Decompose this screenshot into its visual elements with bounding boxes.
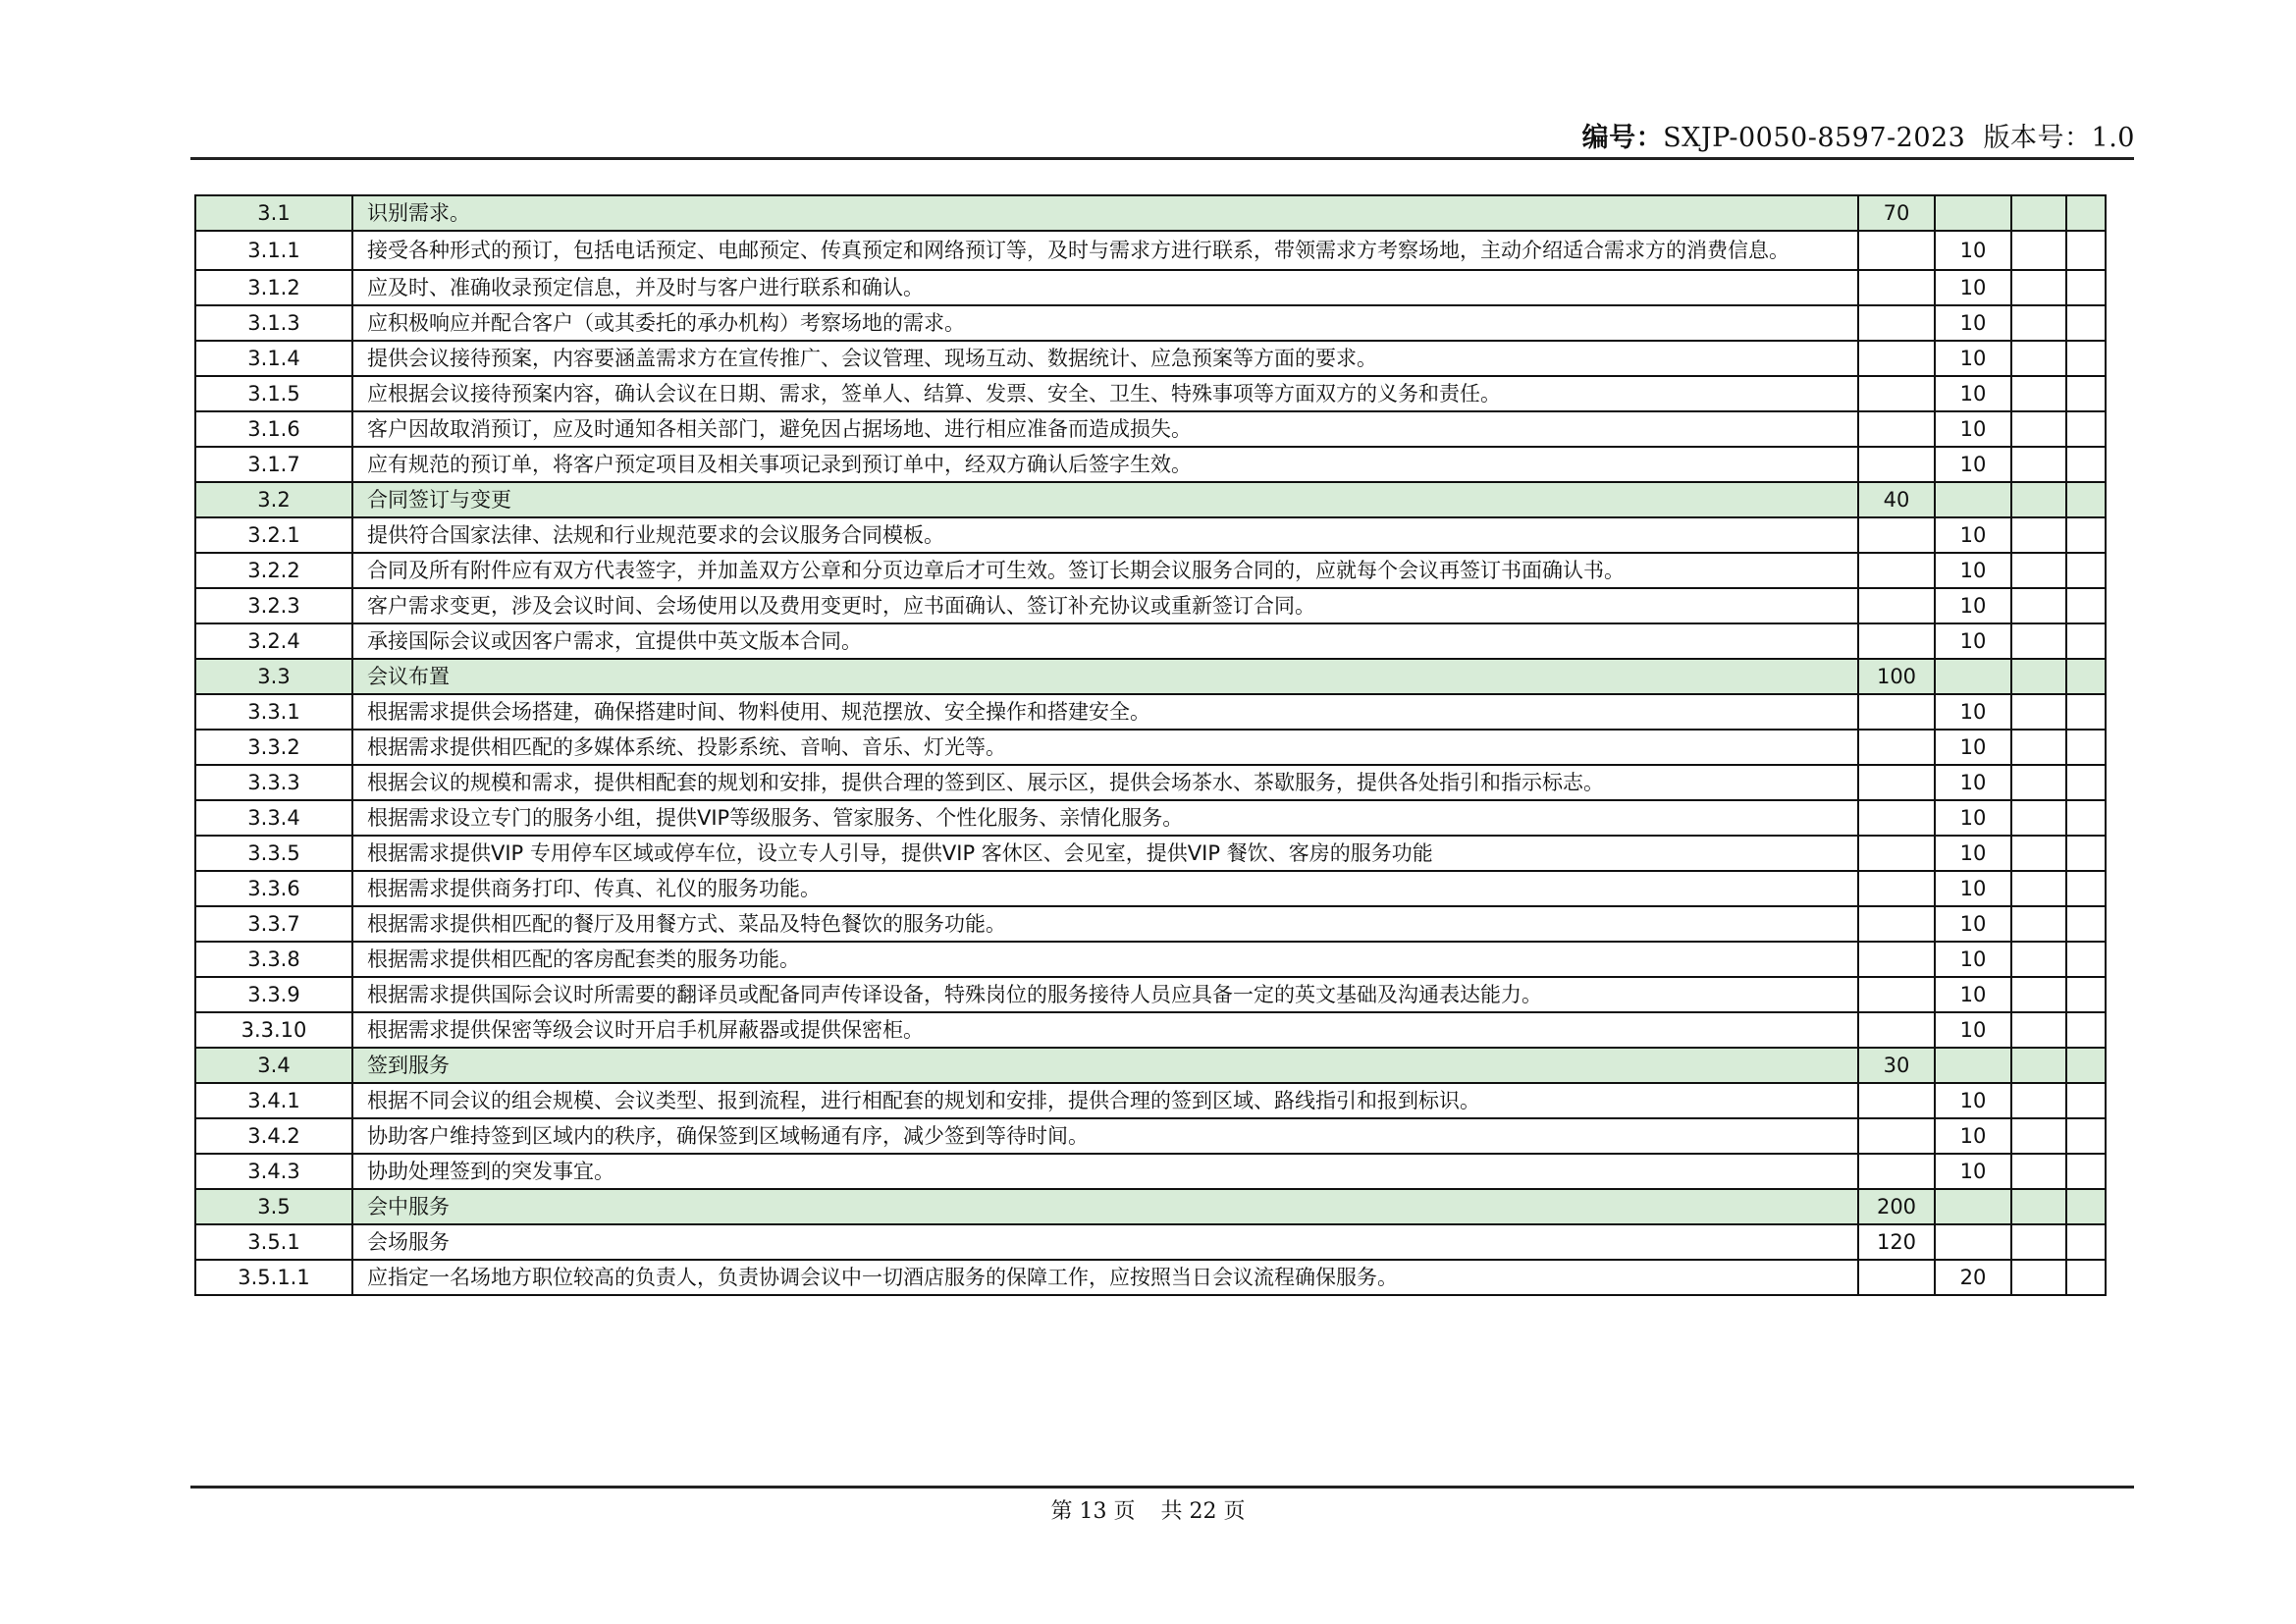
row-sub-score: 10 xyxy=(1935,1012,2011,1048)
table-row xyxy=(195,977,2106,1012)
table-row xyxy=(195,588,2106,623)
row-check-2 xyxy=(2066,411,2106,447)
table-row xyxy=(195,376,2106,411)
row-score xyxy=(1858,942,1935,977)
table-row xyxy=(195,942,2106,977)
table-row xyxy=(195,623,2106,659)
row-score xyxy=(1858,1154,1935,1189)
header-rule xyxy=(190,157,2134,160)
row-check-2 xyxy=(2066,1012,2106,1048)
doc-code-value: SXJP-0050-8597-2023 xyxy=(1663,123,1966,153)
row-score: 70 xyxy=(1858,195,1935,231)
row-sub-score: 10 xyxy=(1935,588,2011,623)
row-sub-score: 10 xyxy=(1935,800,2011,836)
row-content: 根据不同会议的组会规模、会议类型、报到流程，进行相配套的规划和安排，提供合理的签到区域、路线指引和报到标识。 xyxy=(352,1083,1858,1118)
total-label-prefix: 共 xyxy=(1160,1499,1183,1524)
row-content: 提供会议接待预案，内容要涵盖需求方在宣传推广、会议管理、现场互动、数据统计、应急预案等方面的要求。 xyxy=(352,341,1858,376)
row-check-2 xyxy=(2066,800,2106,836)
table-row xyxy=(195,517,2106,553)
row-sub-score: 10 xyxy=(1935,1118,2011,1154)
table-row xyxy=(195,836,2106,871)
row-score xyxy=(1858,341,1935,376)
row-score xyxy=(1858,553,1935,588)
row-check-1 xyxy=(2011,376,2066,411)
row-content: 承接国际会议或因客户需求，宜提供中英文版本合同。 xyxy=(352,623,1858,659)
row-check-2 xyxy=(2066,195,2106,231)
row-check-2 xyxy=(2066,517,2106,553)
row-check-1 xyxy=(2011,1012,2066,1048)
row-check-2 xyxy=(2066,1083,2106,1118)
total-label-suffix: 页 xyxy=(1223,1499,1246,1524)
row-check-1 xyxy=(2011,195,2066,231)
section-row xyxy=(195,195,2106,231)
row-sub-score: 10 xyxy=(1935,623,2011,659)
row-content: 签到服务 xyxy=(352,1048,1858,1083)
row-code: 3.3.4 xyxy=(195,800,352,836)
row-code: 3.4.3 xyxy=(195,1154,352,1189)
row-check-1 xyxy=(2011,447,2066,482)
row-check-1 xyxy=(2011,800,2066,836)
table-row xyxy=(195,1260,2106,1295)
row-check-2 xyxy=(2066,694,2106,730)
footer-rule xyxy=(190,1486,2134,1489)
row-sub-score: 10 xyxy=(1935,765,2011,800)
row-score xyxy=(1858,836,1935,871)
row-sub-score: 10 xyxy=(1935,730,2011,765)
row-content: 根据需求提供保密等级会议时开启手机屏蔽器或提供保密柜。 xyxy=(352,1012,1858,1048)
row-content: 根据需求提供相匹配的多媒体系统、投影系统、音响、音乐、灯光等。 xyxy=(352,730,1858,765)
row-score: 30 xyxy=(1858,1048,1935,1083)
row-score xyxy=(1858,231,1935,270)
row-check-1 xyxy=(2011,517,2066,553)
table-row xyxy=(195,341,2106,376)
row-sub-score: 10 xyxy=(1935,942,2011,977)
row-content: 应及时、准确收录预定信息，并及时与客户进行联系和确认。 xyxy=(352,270,1858,305)
row-sub-score xyxy=(1935,1224,2011,1260)
row-check-2 xyxy=(2066,588,2106,623)
table-row xyxy=(195,270,2106,305)
row-score: 100 xyxy=(1858,659,1935,694)
row-code: 3.5.1 xyxy=(195,1224,352,1260)
document-header xyxy=(1582,116,2135,154)
section-row xyxy=(195,1048,2106,1083)
row-sub-score xyxy=(1935,1189,2011,1224)
row-code: 3.2.1 xyxy=(195,517,352,553)
row-code: 3.3.3 xyxy=(195,765,352,800)
section-row xyxy=(195,482,2106,517)
row-score xyxy=(1858,623,1935,659)
row-check-2 xyxy=(2066,1260,2106,1295)
row-check-2 xyxy=(2066,765,2106,800)
row-sub-score: 10 xyxy=(1935,376,2011,411)
row-code: 3.1.7 xyxy=(195,447,352,482)
row-check-1 xyxy=(2011,942,2066,977)
row-sub-score: 20 xyxy=(1935,1260,2011,1295)
row-score xyxy=(1858,1260,1935,1295)
row-sub-score: 10 xyxy=(1935,411,2011,447)
row-sub-score xyxy=(1935,482,2011,517)
row-code: 3.4.2 xyxy=(195,1118,352,1154)
row-code: 3.1.3 xyxy=(195,305,352,341)
row-check-2 xyxy=(2066,836,2106,871)
row-content: 接受各种形式的预订，包括电话预定、电邮预定、传真预定和网络预订等，及时与需求方进行联系，带领需求方考察场地，主动介绍适合需求方的消费信息。 xyxy=(352,231,1858,270)
row-check-1 xyxy=(2011,659,2066,694)
row-content: 应根据会议接待预案内容，确认会议在日期、需求，签单人、结算、发票、安全、卫生、特殊事项等方面双方的义务和责任。 xyxy=(352,376,1858,411)
table-row xyxy=(195,411,2106,447)
row-code: 3.1.6 xyxy=(195,411,352,447)
row-content: 根据需求提供相匹配的餐厅及用餐方式、菜品及特色餐饮的服务功能。 xyxy=(352,906,1858,942)
row-check-1 xyxy=(2011,836,2066,871)
row-code: 3.1.1 xyxy=(195,231,352,270)
row-content: 应积极响应并配合客户（或其委托的承办机构）考察场地的需求。 xyxy=(352,305,1858,341)
row-code: 3.3.2 xyxy=(195,730,352,765)
row-code: 3.3.6 xyxy=(195,871,352,906)
row-sub-score: 10 xyxy=(1935,836,2011,871)
row-content: 会中服务 xyxy=(352,1189,1858,1224)
row-sub-score: 10 xyxy=(1935,270,2011,305)
row-score: 120 xyxy=(1858,1224,1935,1260)
row-check-2 xyxy=(2066,1224,2106,1260)
row-code: 3.2.2 xyxy=(195,553,352,588)
row-check-1 xyxy=(2011,1189,2066,1224)
row-sub-score: 10 xyxy=(1935,231,2011,270)
row-code: 3.2.3 xyxy=(195,588,352,623)
table-row xyxy=(195,447,2106,482)
row-check-2 xyxy=(2066,1154,2106,1189)
row-content: 根据需求提供商务打印、传真、礼仪的服务功能。 xyxy=(352,871,1858,906)
scoring-table xyxy=(194,194,2107,1296)
row-check-1 xyxy=(2011,411,2066,447)
row-code: 3.3.1 xyxy=(195,694,352,730)
row-check-2 xyxy=(2066,376,2106,411)
row-sub-score: 10 xyxy=(1935,341,2011,376)
row-score xyxy=(1858,694,1935,730)
row-score xyxy=(1858,800,1935,836)
row-content: 客户因故取消预订，应及时通知各相关部门，避免因占据场地、进行相应准备而造成损失。 xyxy=(352,411,1858,447)
row-content: 应有规范的预订单，将客户预定项目及相关事项记录到预订单中，经双方确认后签字生效。 xyxy=(352,447,1858,482)
table-row xyxy=(195,694,2106,730)
row-code: 3.5.1.1 xyxy=(195,1260,352,1295)
row-score xyxy=(1858,906,1935,942)
row-code: 3.4 xyxy=(195,1048,352,1083)
row-check-2 xyxy=(2066,623,2106,659)
row-check-2 xyxy=(2066,871,2106,906)
row-check-2 xyxy=(2066,906,2106,942)
row-code: 3.4.1 xyxy=(195,1083,352,1118)
version-label: 版本号： xyxy=(1983,123,2092,153)
row-check-1 xyxy=(2011,623,2066,659)
row-check-2 xyxy=(2066,1189,2106,1224)
table-row xyxy=(195,800,2106,836)
row-code: 3.2.4 xyxy=(195,623,352,659)
row-sub-score: 10 xyxy=(1935,1154,2011,1189)
row-content: 协助处理签到的突发事宜。 xyxy=(352,1154,1858,1189)
row-content: 合同及所有附件应有双方代表签字，并加盖双方公章和分页边章后才可生效。签订长期会议服务合同的，应就每个会议再签订书面确认书。 xyxy=(352,553,1858,588)
table-row xyxy=(195,871,2106,906)
row-check-2 xyxy=(2066,447,2106,482)
row-content: 根据需求提供VIP 专用停车区域或停车位，设立专人引导，提供VIP 客休区、会见室，提供VIP 餐饮、客房的服务功能 xyxy=(352,836,1858,871)
row-score xyxy=(1858,977,1935,1012)
row-sub-score: 10 xyxy=(1935,1083,2011,1118)
row-score xyxy=(1858,376,1935,411)
row-check-1 xyxy=(2011,1260,2066,1295)
row-check-2 xyxy=(2066,231,2106,270)
row-sub-score: 10 xyxy=(1935,871,2011,906)
row-code: 3.1.4 xyxy=(195,341,352,376)
row-content: 根据需求设立专门的服务小组，提供VIP等级服务、管家服务、个性化服务、亲情化服务。 xyxy=(352,800,1858,836)
row-check-1 xyxy=(2011,906,2066,942)
row-check-1 xyxy=(2011,482,2066,517)
row-sub-score: 10 xyxy=(1935,906,2011,942)
table-row xyxy=(195,1224,2106,1260)
row-check-2 xyxy=(2066,730,2106,765)
row-sub-score xyxy=(1935,659,2011,694)
row-code: 3.3.7 xyxy=(195,906,352,942)
section-row xyxy=(195,659,2106,694)
page-footer xyxy=(0,1494,2296,1525)
row-content: 应指定一名场地方职位较高的负责人，负责协调会议中一切酒店服务的保障工作，应按照当日会议流程确保服务。 xyxy=(352,1260,1858,1295)
row-check-1 xyxy=(2011,553,2066,588)
row-check-2 xyxy=(2066,305,2106,341)
row-content: 识别需求。 xyxy=(352,195,1858,231)
row-score xyxy=(1858,270,1935,305)
page-label-prefix: 第 xyxy=(1050,1499,1073,1524)
row-score xyxy=(1858,305,1935,341)
row-code: 3.1.5 xyxy=(195,376,352,411)
row-sub-score xyxy=(1935,195,2011,231)
row-check-2 xyxy=(2066,270,2106,305)
page-label-suffix: 页 xyxy=(1113,1499,1136,1524)
row-check-1 xyxy=(2011,588,2066,623)
row-check-1 xyxy=(2011,341,2066,376)
row-check-1 xyxy=(2011,730,2066,765)
row-code: 3.3.10 xyxy=(195,1012,352,1048)
row-check-2 xyxy=(2066,1048,2106,1083)
row-content: 根据需求提供国际会议时所需要的翻译员或配备同声传译设备，特殊岗位的服务接待人员应具备一定的英文基础及沟通表达能力。 xyxy=(352,977,1858,1012)
row-sub-score: 10 xyxy=(1935,977,2011,1012)
row-check-1 xyxy=(2011,694,2066,730)
row-sub-score: 10 xyxy=(1935,694,2011,730)
row-code: 3.3 xyxy=(195,659,352,694)
row-content: 根据需求提供相匹配的客房配套类的服务功能。 xyxy=(352,942,1858,977)
row-check-1 xyxy=(2011,1118,2066,1154)
doc-code-label: 编号： xyxy=(1581,123,1664,153)
table-row xyxy=(195,906,2106,942)
row-code: 3.3.9 xyxy=(195,977,352,1012)
row-check-2 xyxy=(2066,942,2106,977)
page-current: 13 xyxy=(1079,1499,1107,1524)
row-check-1 xyxy=(2011,1154,2066,1189)
row-content: 客户需求变更，涉及会议时间、会场使用以及费用变更时，应书面确认、签订补充协议或重新签订合同。 xyxy=(352,588,1858,623)
row-code: 3.1 xyxy=(195,195,352,231)
table-row xyxy=(195,305,2106,341)
row-score: 40 xyxy=(1858,482,1935,517)
table-row xyxy=(195,553,2106,588)
row-content: 会议布置 xyxy=(352,659,1858,694)
row-score xyxy=(1858,871,1935,906)
row-sub-score: 10 xyxy=(1935,517,2011,553)
table-row xyxy=(195,1083,2106,1118)
table-row xyxy=(195,1118,2106,1154)
row-check-2 xyxy=(2066,482,2106,517)
row-code: 3.3.5 xyxy=(195,836,352,871)
row-check-1 xyxy=(2011,231,2066,270)
row-content: 提供符合国家法律、法规和行业规范要求的会议服务合同模板。 xyxy=(352,517,1858,553)
row-check-1 xyxy=(2011,270,2066,305)
section-row xyxy=(195,1189,2106,1224)
row-content: 根据会议的规模和需求，提供相配套的规划和安排，提供合理的签到区、展示区，提供会场茶水、茶歇服务，提供各处指引和指示标志。 xyxy=(352,765,1858,800)
row-check-2 xyxy=(2066,977,2106,1012)
table-row xyxy=(195,765,2106,800)
row-check-2 xyxy=(2066,553,2106,588)
row-code: 3.5 xyxy=(195,1189,352,1224)
row-code: 3.1.2 xyxy=(195,270,352,305)
row-content: 协助客户维持签到区域内的秩序，确保签到区域畅通有序，减少签到等待时间。 xyxy=(352,1118,1858,1154)
row-code: 3.3.8 xyxy=(195,942,352,977)
row-score xyxy=(1858,1012,1935,1048)
row-check-2 xyxy=(2066,659,2106,694)
table-row xyxy=(195,730,2106,765)
row-content: 会场服务 xyxy=(352,1224,1858,1260)
row-sub-score: 10 xyxy=(1935,447,2011,482)
row-check-1 xyxy=(2011,871,2066,906)
table-row xyxy=(195,1012,2106,1048)
row-score xyxy=(1858,517,1935,553)
version-value: 1.0 xyxy=(2091,123,2135,153)
row-check-1 xyxy=(2011,1224,2066,1260)
row-check-2 xyxy=(2066,341,2106,376)
row-code: 3.2 xyxy=(195,482,352,517)
table-row xyxy=(195,231,2106,270)
row-check-1 xyxy=(2011,305,2066,341)
page-total: 22 xyxy=(1189,1499,1217,1524)
row-score xyxy=(1858,730,1935,765)
row-score xyxy=(1858,1083,1935,1118)
row-score xyxy=(1858,588,1935,623)
row-check-1 xyxy=(2011,1048,2066,1083)
row-content: 合同签订与变更 xyxy=(352,482,1858,517)
row-score: 200 xyxy=(1858,1189,1935,1224)
row-sub-score: 10 xyxy=(1935,553,2011,588)
row-check-1 xyxy=(2011,1083,2066,1118)
row-check-1 xyxy=(2011,977,2066,1012)
row-score xyxy=(1858,1118,1935,1154)
row-score xyxy=(1858,411,1935,447)
table-row xyxy=(195,1154,2106,1189)
row-check-1 xyxy=(2011,765,2066,800)
row-content: 根据需求提供会场搭建，确保搭建时间、物料使用、规范摆放、安全操作和搭建安全。 xyxy=(352,694,1858,730)
row-check-2 xyxy=(2066,1118,2106,1154)
row-sub-score: 10 xyxy=(1935,305,2011,341)
row-sub-score xyxy=(1935,1048,2011,1083)
row-score xyxy=(1858,765,1935,800)
row-score xyxy=(1858,447,1935,482)
